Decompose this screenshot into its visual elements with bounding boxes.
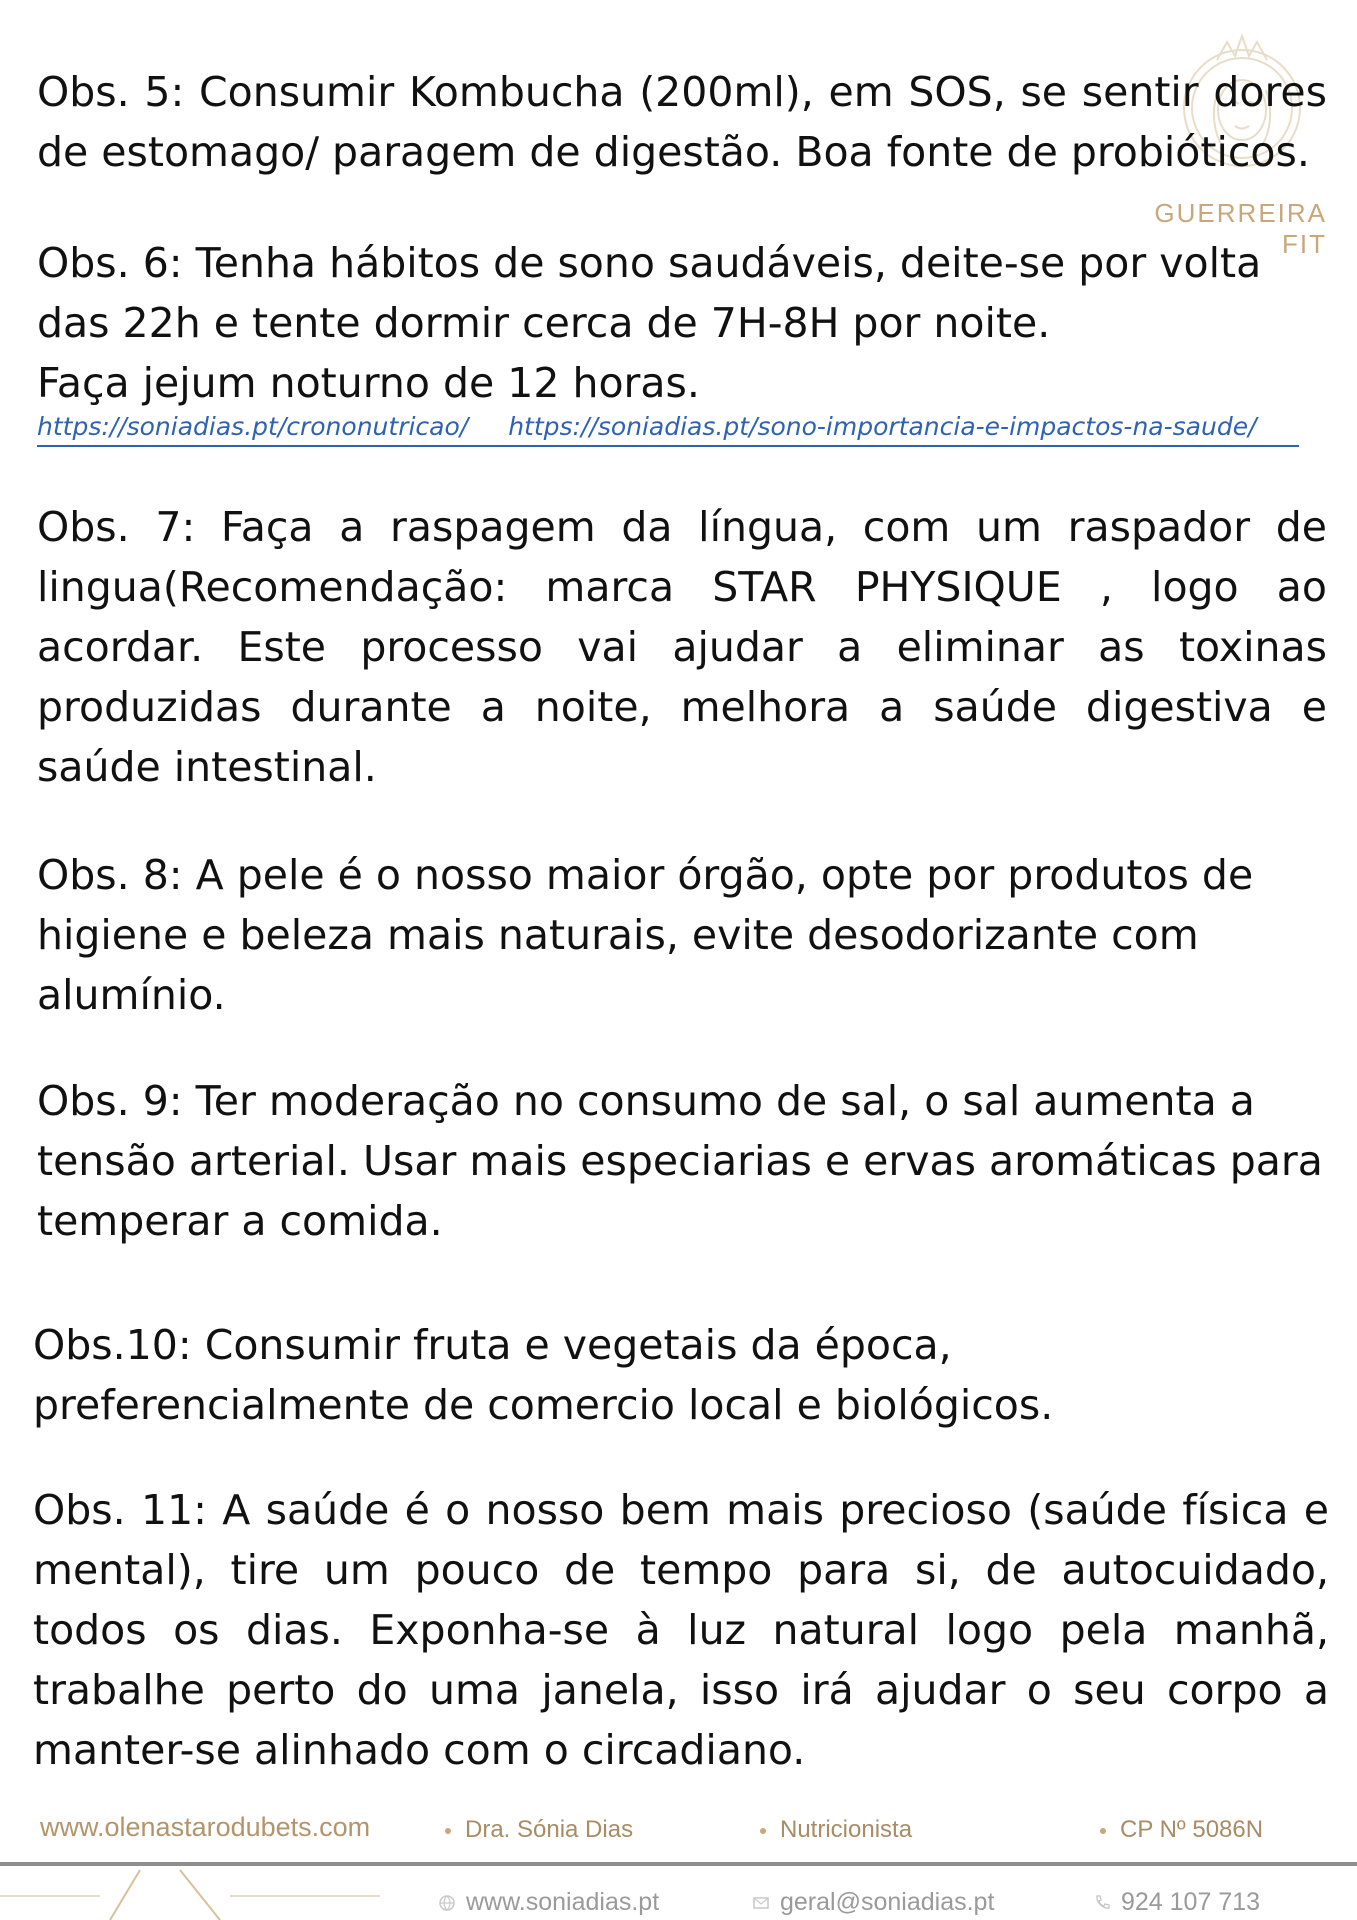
- footer-website-top[interactable]: www.olenastarodubets.com: [40, 1812, 371, 1842]
- bullet-icon: [445, 1828, 451, 1834]
- obs-7-text: Obs. 7: Faça a raspagem da língua, com um raspador de lingua(Recomendação: marca STAR PHYSIQUE , logo ao acordar. Este processo vai ajudar a eliminar as toxinas produzidas durante a noite, melhora a saúde digestiva e saúde intestinal.: [37, 503, 1327, 791]
- footer-license: [1100, 1816, 1263, 1844]
- link-sono[interactable]: https://soniadias.pt/sono-importancia-e-impactos-na-saude/: [508, 412, 1257, 441]
- obs-5-text: Obs. 5: Consumir Kombucha (200ml), em SOS, se sentir dores de estomago/ paragem de digestão. Boa fonte de probióticos.: [37, 68, 1327, 176]
- obs-9: [37, 1071, 1327, 1251]
- brand-logo-text: GUERREIRA FIT: [1154, 198, 1327, 259]
- footer-email[interactable]: [752, 1888, 994, 1917]
- obs-10-text-cont: preferencialmente de comercio local e biológicos.: [33, 1381, 1054, 1429]
- obs-10: [33, 1315, 1323, 1435]
- obs-6-fasting-text: Faça jejum noturno de 12 horas.: [37, 359, 700, 407]
- bullet-icon: [760, 1828, 766, 1834]
- obs-6: [37, 233, 1327, 413]
- footer-doctor: [445, 1816, 633, 1844]
- footer-info-bar: [0, 1812, 1357, 1852]
- footer-phone[interactable]: [1093, 1888, 1260, 1917]
- obs-9-text: Obs. 9: Ter moderação no consumo de sal, o sal aumenta a tensão arterial. Usar mais especiarias e ervas aromáticas para temperar a comida.: [37, 1077, 1323, 1245]
- reference-links: [37, 412, 1299, 447]
- footer-phone-text: 924 107 713: [1121, 1888, 1261, 1916]
- footer-website-text: www.soniadias.pt: [466, 1888, 660, 1916]
- bullet-icon: [1100, 1828, 1106, 1834]
- obs-6-text: Obs. 6: Tenha hábitos de sono saudáveis, deite-se por volta das 22h e tente dormir cerca de 7H-8H por noite.: [37, 239, 1262, 347]
- obs-7: [37, 497, 1327, 797]
- mail-icon: [752, 1894, 770, 1912]
- footer-role: [760, 1816, 912, 1844]
- obs-10-text: Obs.10: Consumir fruta e vegetais da época,: [33, 1321, 952, 1369]
- footer-website[interactable]: [438, 1888, 659, 1917]
- obs-8-text: Obs. 8: A pele é o nosso maior órgão, opte por produtos de higiene e beleza mais naturais, evite desodorizante com alumínio.: [37, 851, 1254, 1019]
- footer-email-text: geral@soniadias.pt: [780, 1888, 995, 1916]
- obs-5: [37, 62, 1327, 182]
- link-crononutricao[interactable]: https://soniadias.pt/crononutricao/: [37, 412, 469, 441]
- footer-license-text: CP Nº 5086N: [1120, 1816, 1264, 1843]
- obs-11-text: Obs. 11: A saúde é o nosso bem mais precioso (saúde física e mental), tire um pouco de tempo para si, de autocuidado, todos os dias. Exponha-se à luz natural logo pela manhã, trabalhe perto do uma janela, isso irá ajudar o seu corpo a manter-se alinhado com o circadiano.: [33, 1486, 1329, 1774]
- footer-role-text: Nutricionista: [780, 1816, 913, 1843]
- obs-11: [33, 1480, 1329, 1780]
- phone-icon: [1093, 1894, 1111, 1912]
- globe-icon: [438, 1894, 456, 1912]
- obs-8: [37, 845, 1327, 1025]
- footer-contact-bar: [0, 1872, 1357, 1920]
- footer-doctor-text: Dra. Sónia Dias: [465, 1816, 634, 1843]
